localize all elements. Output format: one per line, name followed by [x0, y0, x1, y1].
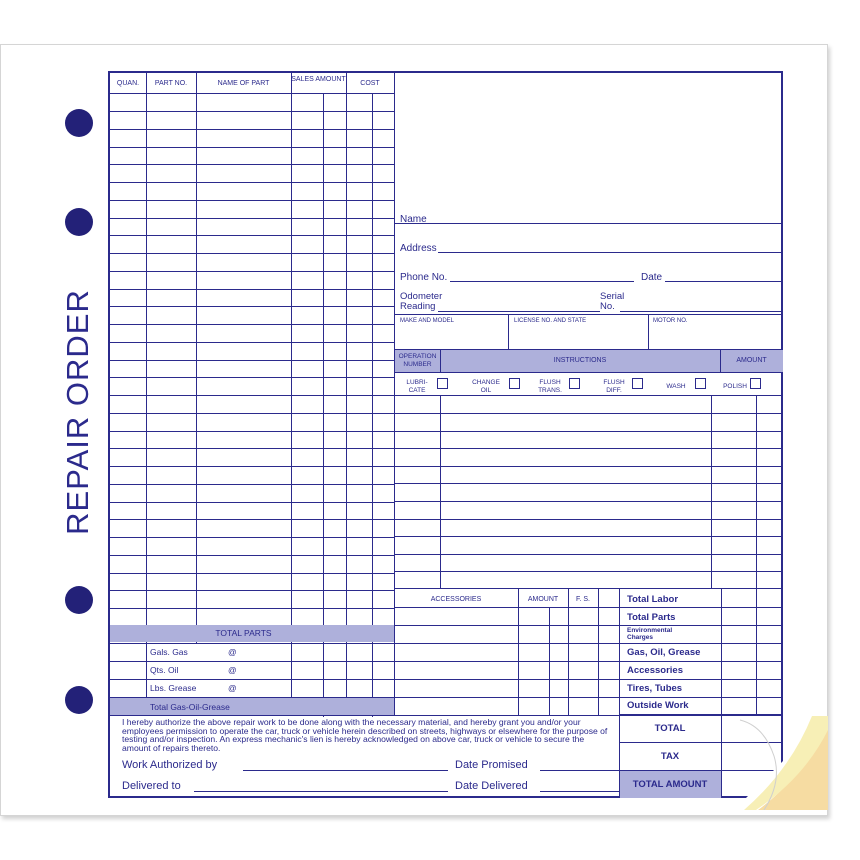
flush-trans-checkbox[interactable]	[569, 378, 580, 389]
table-row-line	[110, 306, 394, 307]
accessories-amount-header: AMOUNT	[527, 596, 559, 603]
date-delivered-field[interactable]	[540, 791, 619, 792]
table-row-line	[110, 289, 394, 290]
table-row-line	[394, 679, 619, 680]
operation-number-header: OPERATION NUMBER	[398, 353, 437, 368]
table-row-line	[619, 607, 783, 608]
cost-header: COST	[360, 80, 380, 87]
table-row-line	[110, 537, 394, 538]
total-parts-total-label: Total Parts	[627, 612, 676, 623]
table-row-line	[394, 554, 783, 555]
table-row-line	[394, 643, 619, 644]
odometer-field[interactable]	[438, 311, 600, 312]
phone-label: Phone No.	[400, 272, 448, 283]
date-promised-field[interactable]	[540, 770, 619, 771]
table-row-line	[110, 253, 394, 254]
make-model-label: MAKE AND MODEL	[400, 318, 455, 324]
table-row-line	[110, 643, 394, 644]
accessories-total-label: Accessories	[627, 665, 683, 676]
table-row-line	[619, 625, 783, 626]
accessories-header: ACCESSORIES	[430, 596, 482, 603]
environmental-charges-label: Environmental Charges	[627, 627, 673, 641]
serial-field[interactable]	[620, 311, 783, 312]
change-oil-checkbox[interactable]	[509, 378, 520, 389]
table-row-line	[110, 555, 394, 556]
total-labor-label: Total Labor	[627, 594, 679, 605]
table-row-line	[110, 342, 394, 343]
table-row-line	[110, 519, 394, 520]
table-row-line	[110, 484, 394, 485]
date-delivered-label: Date Delivered	[455, 780, 528, 792]
work-authorized-field[interactable]	[243, 770, 448, 771]
address-field[interactable]	[438, 252, 783, 253]
tires-tubes-label: Tires, Tubes	[627, 683, 683, 694]
qts-oil-label: Qts. Oil	[150, 665, 179, 675]
table-row-line	[394, 483, 783, 484]
table-row-line	[110, 395, 394, 396]
table-row-line	[110, 608, 394, 609]
wash-label: WASH	[666, 383, 686, 390]
table-row-line	[110, 431, 394, 432]
table-row-line	[110, 111, 394, 112]
address-label: Address	[400, 243, 437, 254]
flush-diff-label: FLUSH DIFF.	[603, 379, 625, 394]
table-row-line	[394, 536, 783, 537]
motor-no-label: MOTOR NO.	[653, 318, 688, 324]
binder-hole	[65, 586, 93, 614]
phone-field[interactable]	[450, 281, 634, 282]
total-parts-label: TOTAL PARTS	[215, 628, 272, 638]
odometer-label: Odometer Reading	[400, 291, 443, 312]
date-field[interactable]	[665, 281, 783, 282]
wash-checkbox[interactable]	[695, 378, 706, 389]
date-label: Date	[641, 272, 663, 283]
change-oil-label: CHANGE OIL	[472, 379, 500, 394]
at-symbol: @	[228, 647, 237, 657]
license-label: LICENSE NO. AND STATE	[514, 318, 587, 324]
form-title: REPAIR ORDER	[60, 289, 95, 535]
table-row-line	[394, 431, 783, 432]
at-symbol: @	[228, 665, 237, 675]
fs-header: F. S.	[575, 596, 590, 603]
polish-checkbox[interactable]	[750, 378, 761, 389]
table-row-line	[394, 625, 619, 626]
table-row-line	[110, 182, 394, 183]
table-row-line	[619, 643, 783, 644]
tax-label: TAX	[660, 751, 680, 762]
table-row-line	[110, 147, 394, 148]
table-row-line	[394, 697, 619, 698]
table-row-line	[394, 466, 783, 467]
table-row-line	[110, 360, 394, 361]
table-row-line	[110, 129, 394, 130]
sales-amount-header: SALES AMOUNT	[291, 76, 346, 83]
table-row-line	[110, 466, 394, 467]
work-authorized-label: Work Authorized by	[122, 759, 218, 771]
outside-work-label: Outside Work	[627, 700, 689, 711]
at-symbol: @	[228, 683, 237, 693]
gas-oil-grease-label: Gas, Oil, Grease	[627, 647, 701, 658]
binder-hole	[65, 686, 93, 714]
table-row-line	[110, 324, 394, 325]
table-row-line	[394, 413, 783, 414]
table-row-line	[110, 200, 394, 201]
table-row-line	[619, 661, 783, 662]
instructions-header: INSTRUCTIONS	[553, 357, 607, 364]
total-amount-label: TOTAL AMOUNT	[632, 779, 708, 790]
serial-label: Serial No.	[600, 291, 625, 312]
name-field[interactable]	[430, 223, 783, 224]
authorization-text: I hereby authorize the above repair work to be done along with the necessary material, and hereby grant you and/or your employees permission to operate the car, truck or vehicle herein described on streets, highways or elsewhere for the purpose of testing and/or inspection. An express mechanic's lien is hereby acknowledged on above car, truck or vehicle to secure the amount of repairs thereto.	[122, 717, 608, 753]
table-row-line	[110, 164, 394, 165]
total-label: TOTAL	[654, 723, 686, 734]
polish-label: POLISH	[723, 383, 747, 390]
table-row-line	[619, 697, 783, 698]
delivered-to-field[interactable]	[194, 791, 448, 792]
lbs-grease-label: Lbs. Grease	[150, 683, 197, 693]
total-gas-oil-grease-label: Total Gas-Oil-Grease	[150, 702, 230, 712]
table-row-line	[110, 377, 394, 378]
table-row-line	[110, 413, 394, 414]
gals-gas-label: Gals. Gas	[150, 647, 188, 657]
delivered-to-label: Delivered to	[122, 780, 181, 792]
part-no-header: PART NO.	[154, 80, 188, 87]
lubricate-label: LUBRI- CATE	[406, 379, 428, 394]
table-row-line	[110, 235, 394, 236]
name-of-part-header: NAME OF PART	[217, 80, 270, 87]
table-row-line	[394, 661, 619, 662]
quan-header: QUAN.	[116, 80, 140, 87]
table-row-line	[110, 590, 394, 591]
table-row-line	[394, 519, 783, 520]
lubricate-checkbox[interactable]	[437, 378, 448, 389]
table-row-line	[110, 448, 394, 449]
table-row-line	[619, 714, 783, 715]
repair-order-form	[108, 71, 783, 798]
binder-hole	[65, 109, 93, 137]
table-row-line	[110, 218, 394, 219]
amount-header: AMOUNT	[736, 357, 767, 364]
binder-hole	[65, 208, 93, 236]
flush-diff-checkbox[interactable]	[632, 378, 643, 389]
table-row-line	[394, 501, 783, 502]
table-row-line	[110, 271, 394, 272]
carbon-copy-curl	[734, 716, 828, 810]
name-label: Name	[400, 214, 427, 225]
date-promised-label: Date Promised	[455, 759, 528, 771]
table-row-line	[110, 573, 394, 574]
table-row-line	[110, 661, 394, 662]
flush-trans-label: FLUSH TRANS.	[538, 379, 562, 394]
table-row-line	[394, 571, 783, 572]
table-row-line	[110, 502, 394, 503]
table-row-line	[394, 448, 783, 449]
table-row-line	[110, 679, 394, 680]
table-row-line	[619, 679, 783, 680]
